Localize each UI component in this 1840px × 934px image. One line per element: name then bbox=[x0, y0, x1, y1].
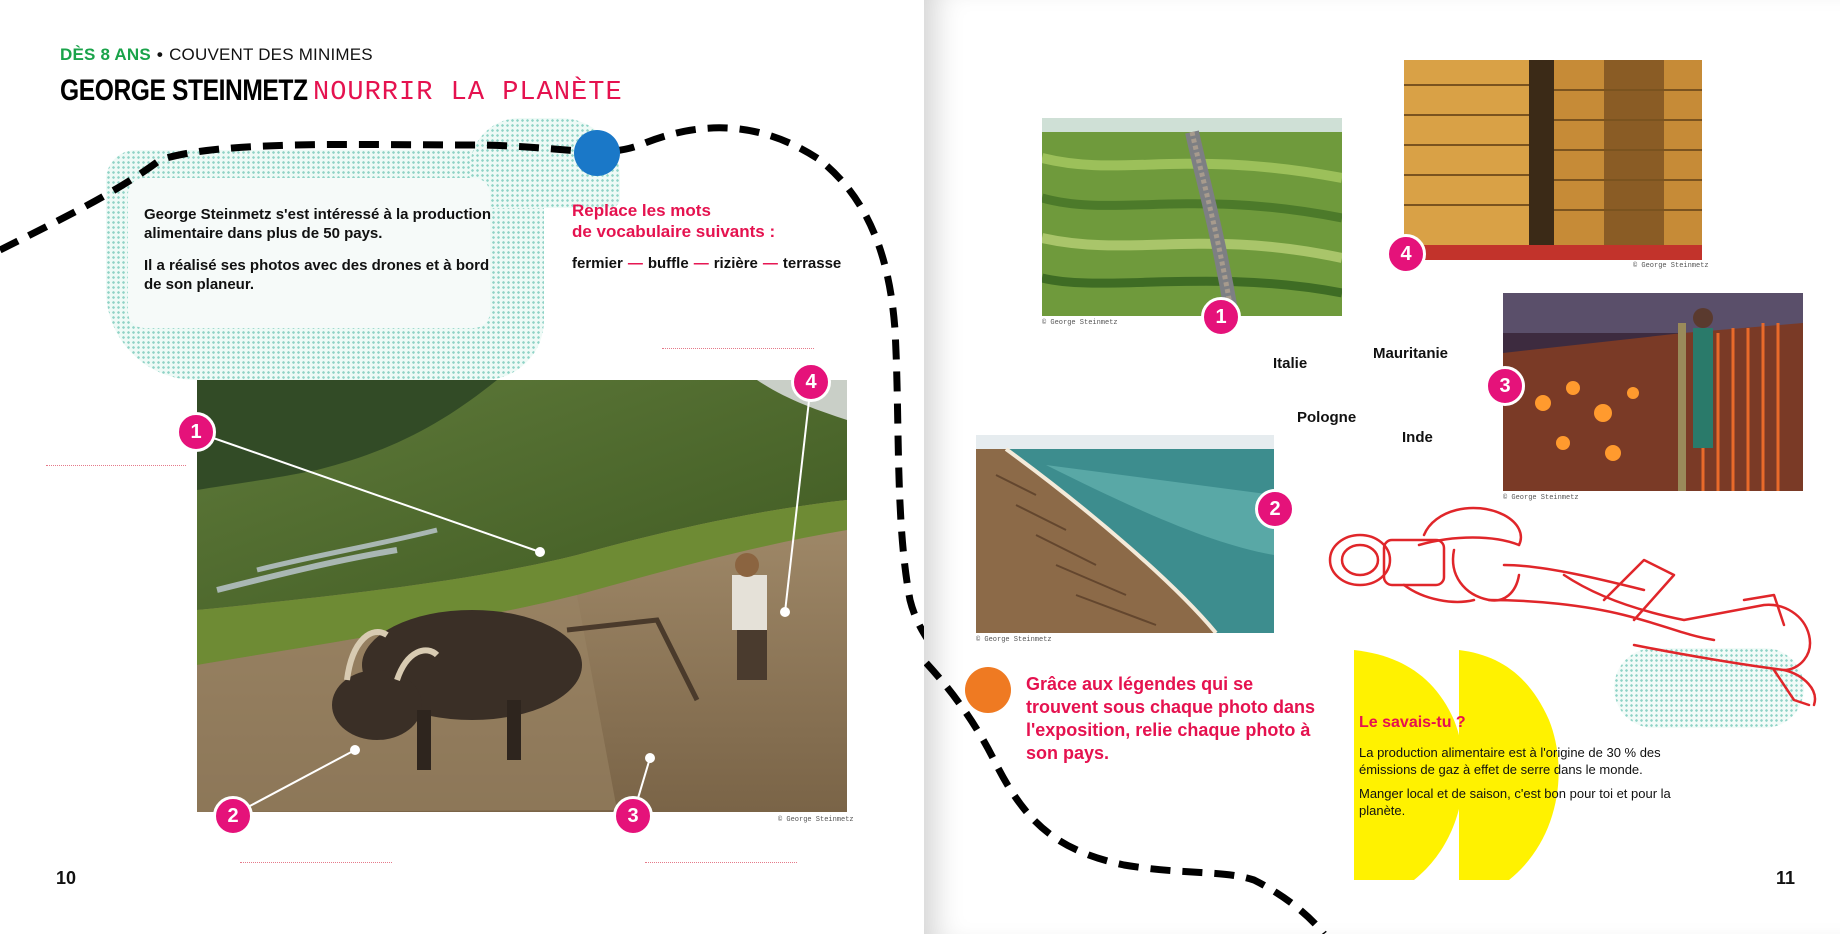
country-mauritanie: Mauritanie bbox=[1373, 345, 1449, 362]
vocab-heading-line-2: de vocabulaire suivants : bbox=[572, 222, 776, 241]
country-inde: Inde bbox=[1402, 429, 1433, 446]
main-photo-credit: © George Steinmetz bbox=[778, 816, 854, 824]
page-number-right: 11 bbox=[1776, 868, 1796, 888]
photo-3-market-lights bbox=[1503, 293, 1803, 491]
photo-2-credit: © George Steinmetz bbox=[976, 636, 1052, 644]
kicker-separator: • bbox=[156, 45, 164, 64]
vocab-dash: — bbox=[627, 255, 643, 272]
fact-paragraph-1: La production alimentaire est à l'origine de 30 % des émissions de gaz à effet de serre dans le monde. bbox=[1359, 745, 1661, 777]
intro-paragraph-2: Il a réalisé ses photos avec des drones et à bord de son planeur. bbox=[144, 257, 490, 293]
right-page bbox=[924, 0, 1840, 934]
country-pologne: Pologne bbox=[1297, 409, 1357, 426]
fact-heading: Le savais-tu ? bbox=[1359, 714, 1466, 731]
marker-1: 1 bbox=[176, 412, 216, 452]
page-subtitle: NOURRIR LA PLANÈTE bbox=[313, 78, 623, 108]
photo-2-marker: 2 bbox=[1255, 489, 1295, 529]
vocab-word-riziere: rizière bbox=[713, 255, 758, 272]
page-title: GEORGE STEINMETZ bbox=[60, 74, 308, 107]
photo-4-credit: © George Steinmetz bbox=[1633, 262, 1709, 270]
photo-3-marker: 3 bbox=[1485, 366, 1525, 406]
fact-paragraph-2: Manger local et de saison, c'est bon pour toi et pour la planète. bbox=[1359, 786, 1671, 818]
photo-1-fields bbox=[1042, 118, 1342, 316]
vocab-heading-line-1: Replace les mots bbox=[572, 201, 711, 220]
photo-2-beach-boats bbox=[976, 435, 1274, 633]
marker-2: 2 bbox=[213, 796, 253, 836]
vocab-word-buffle: buffle bbox=[647, 255, 689, 272]
kicker-age: DÈS 8 ANS bbox=[60, 45, 151, 64]
photo-4-marker: 4 bbox=[1386, 234, 1426, 274]
photographer-illustration bbox=[1304, 505, 1834, 725]
photo-1-credit: © George Steinmetz bbox=[1042, 319, 1118, 327]
kicker-venue: COUVENT DES MINIMES bbox=[169, 45, 373, 64]
vocab-word-fermier: fermier bbox=[572, 255, 623, 272]
page-number-left: 10 bbox=[56, 868, 77, 888]
photo-4-cheese-warehouse bbox=[1404, 60, 1702, 260]
marker-4: 4 bbox=[791, 362, 831, 402]
marker-3: 3 bbox=[613, 796, 653, 836]
orange-dot bbox=[965, 667, 1011, 713]
vocab-word-terrasse: terrasse bbox=[782, 255, 842, 272]
vocab-dash: — bbox=[762, 255, 778, 272]
instruction-text: Grâce aux légendes qui se trouvent sous chaque photo dans l'exposition, relie chaque photo à son pays. bbox=[1026, 674, 1316, 763]
country-italie: Italie bbox=[1273, 355, 1308, 372]
photo-1-marker: 1 bbox=[1201, 297, 1241, 337]
intro-paragraph-1: George Steinmetz s'est intéressé à la production alimentaire dans plus de 50 pays. bbox=[144, 206, 491, 242]
photo-3-credit: © George Steinmetz bbox=[1503, 494, 1579, 502]
vocab-dash: — bbox=[693, 255, 709, 272]
